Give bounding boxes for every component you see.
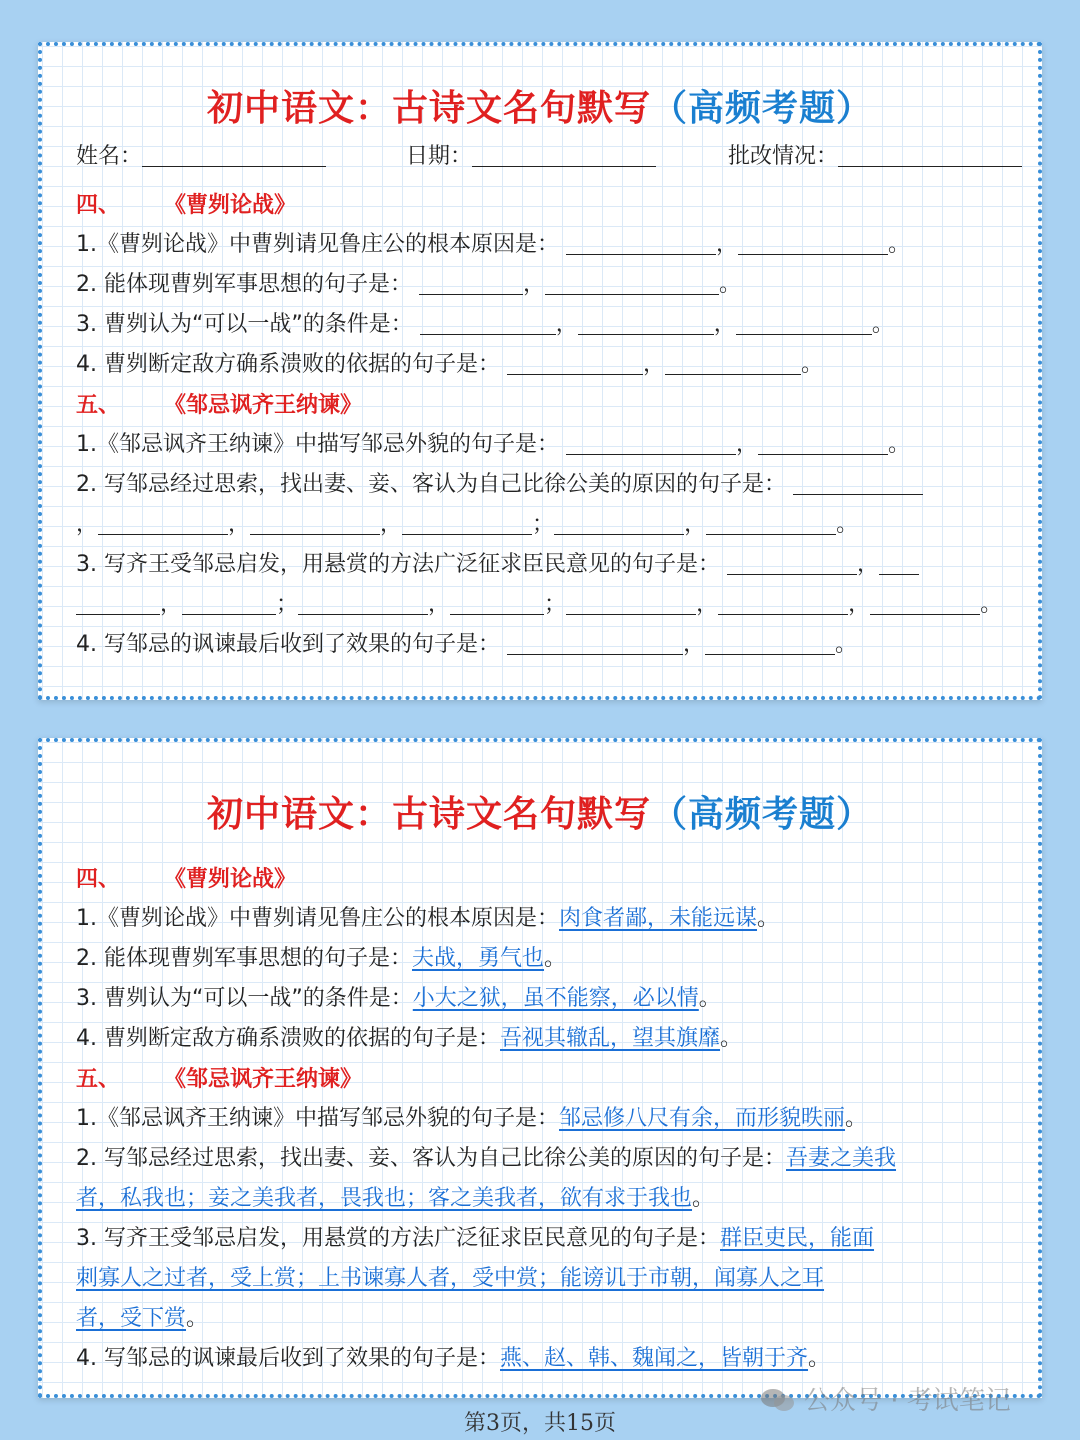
answer-5-3: 3. 写齐王受邹忌启发，用悬赏的方法广泛征求臣民意见的句子是：群臣吏民，能面 [76,1226,875,1251]
answer-blank[interactable] [718,592,848,615]
question-4-3: 3. 曹刿认为“可以一战”的条件是： ， ， 。 [76,312,894,337]
answer-blank[interactable] [419,272,523,295]
answer-5-2: 2. 写邹忌经过思索，找出妻、妾、客认为自己比徐公美的原因的句子是：吾妻之美我 [76,1146,897,1171]
answer-blank[interactable] [545,272,719,295]
answer-blank[interactable] [76,592,160,615]
answer-blank[interactable] [507,352,643,375]
question-5-3-cont: ， ； ， ； ， ， 。 [76,590,1018,620]
answer-blank[interactable] [450,592,544,615]
section-heading-4: 四、 《曹刿论战》 [76,192,297,218]
question-5-1: 1.《邹忌讽齐王纳谏》中描写邹忌外貌的句子是： ， 。 [76,432,911,457]
name-blank[interactable] [142,144,326,167]
answer-4-4: 4. 曹刿断定敌方确系溃败的依据的句子是：吾视其辙乱，望其旗靡。 [76,1026,743,1051]
answer-text: 肉食者鄙，未能远谋 [559,906,758,931]
worksheet-title: 初中语文：古诗文名句默写（高频考题） [206,793,874,835]
answer-blank[interactable] [566,592,696,615]
answer-text: 夫战，勇气也 [412,946,545,971]
answer-5-4: 4. 写邹忌的讽谏最后收到了效果的句子是：燕、赵、韩、魏闻之，皆朝于齐。 [76,1346,831,1371]
answer-text: 群臣吏民，能面 [720,1226,875,1251]
grade-blank[interactable] [838,144,1022,167]
question-4-1: 1.《曹刿论战》中曹刿请见鲁庄公的根本原因是： ， 。 [76,232,911,257]
question-5-2: 2. 写邹忌经过思索，找出妻、妾、客认为自己比徐公美的原因的句子是： [76,470,1018,500]
answer-blank[interactable] [665,352,801,375]
answer-blank[interactable] [402,512,532,535]
section-heading-4: 四、 《曹刿论战》 [76,866,297,892]
answer-blank[interactable] [736,312,872,335]
answer-blank[interactable] [705,632,835,655]
answer-blank[interactable] [870,592,980,615]
answer-text: 小大之狱，虽不能察，必以情 [412,986,699,1011]
answer-5-3-cont [76,1264,1018,1294]
answer-blank[interactable] [566,432,736,455]
answer-blank[interactable] [298,592,428,615]
answer-blank[interactable] [507,632,683,655]
question-5-4: 4. 写邹忌的讽谏最后收到了效果的句子是： ， 。 [76,632,858,657]
worksheet-card-blank [38,42,1042,700]
answer-blank[interactable] [98,512,228,535]
answer-5-1: 1.《邹忌讽齐王纳谏》中描写邹忌外貌的句子是：邹忌修八尺有余，而形貌昳丽。 [76,1106,868,1131]
date-label: 日期： [406,144,473,169]
question-4-4: 4. 曹刿断定敌方确系溃败的依据的句子是： ， 。 [76,352,824,377]
answer-4-1: 1.《曹刿论战》中曹刿请见鲁庄公的根本原因是：肉食者鄙，未能远谋。 [76,906,780,931]
answer-blank[interactable] [879,552,919,575]
question-4-2: 2. 能体现曹刿军事思想的句子是： ， 。 [76,272,742,297]
question-5-3: 3. 写齐王受邹忌启发，用悬赏的方法广泛征求臣民意见的句子是： ， [76,550,1018,580]
section-heading-5: 五、 《邹忌讽齐王纳谏》 [76,1066,363,1092]
answer-blank[interactable] [566,232,716,255]
answer-blank[interactable] [793,472,923,495]
grade-label: 批改情况： [728,144,839,169]
date-blank[interactable] [472,144,656,167]
answer-text: 邹忌修八尺有余，而形貌昳丽 [559,1106,846,1131]
answer-blank[interactable] [706,512,836,535]
answer-blank[interactable] [578,312,714,335]
page-footer: 第3页，共15页 [464,1411,616,1436]
answer-5-2-cont: 者，私我也；妾之美我者，畏我也；客之美我者，欲有求于我也。 [76,1186,715,1211]
worksheet-card-answers [38,738,1042,1398]
name-label: 姓名： [76,144,143,169]
answer-4-2: 2. 能体现曹刿军事思想的句子是：夫战，勇气也。 [76,946,567,971]
answer-blank[interactable] [182,592,276,615]
answer-blank[interactable] [420,312,556,335]
answer-text: 者，受下赏 [76,1306,187,1331]
answer-blank[interactable] [758,432,888,455]
answer-text: 吾妻之美我 [786,1146,897,1171]
worksheet-title: 初中语文：古诗文名句默写（高频考题） [206,87,874,129]
watermark: 公众号 · 考试笔记 [760,1380,1011,1417]
header-fields [76,142,1018,172]
answer-blank[interactable] [738,232,888,255]
answer-4-3: 3. 曹刿认为“可以一战”的条件是：小大之狱，虽不能察，必以情。 [76,986,721,1011]
answer-blank[interactable] [727,552,857,575]
section-heading-5: 五、 《邹忌讽齐王纳谏》 [76,392,363,418]
answer-text: 者，私我也；妾之美我者，畏我也；客之美我者，欲有求于我也 [76,1186,693,1211]
answer-5-3-cont2: 者，受下赏。 [76,1306,209,1331]
question-5-2-cont: ， ， ， ； ， 。 [76,512,859,537]
answer-text: 燕、赵、韩、魏闻之，皆朝于齐 [500,1346,809,1371]
answer-blank[interactable] [554,512,684,535]
answer-text: 吾视其辙乱，望其旗靡 [500,1026,721,1051]
answer-blank[interactable] [250,512,380,535]
answer-text: 刺寡人之过者，受上赏；上书谏寡人者，受中赏；能谤讥于市朝，闻寡人之耳 [76,1266,825,1291]
